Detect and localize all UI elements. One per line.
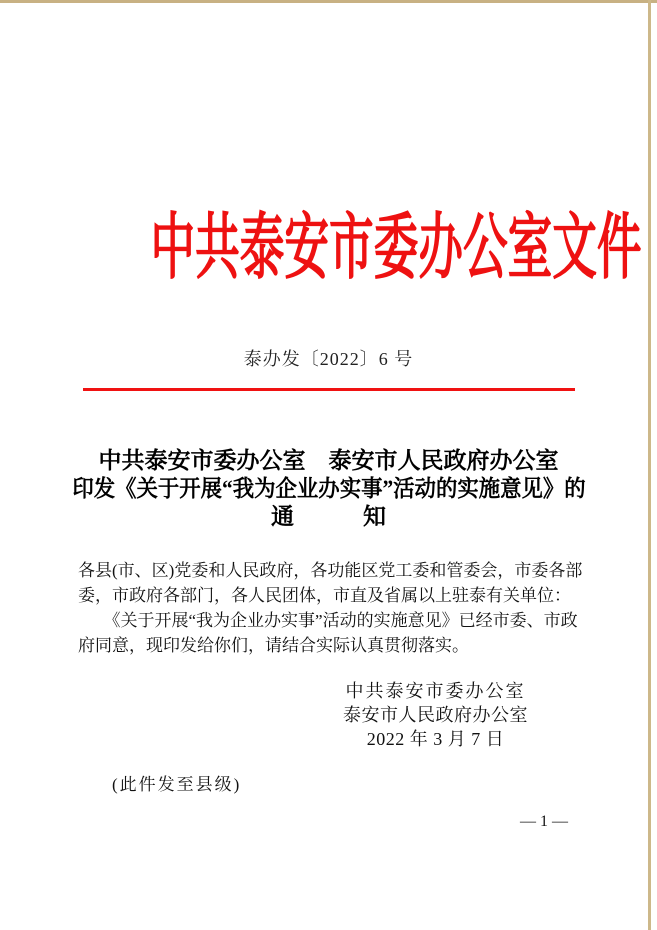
red-header-banner [0,208,657,288]
signature-block [343,679,528,751]
signature-org-1: 中共泰安市委办公室 [345,681,526,701]
title-line-1: 中共泰安市委办公室 泰安市人民政府办公室 [98,448,559,473]
document-title [0,447,657,531]
distribution-note: (此件发至县级) [112,775,242,794]
signature-date: 2022 年 3 月 7 日 [366,729,505,749]
title-line-2-text: 印发《关于开展“我为企业办实事”活动的实施意见》的 [71,476,586,501]
title-line-3: 通 知 [271,504,386,529]
body-line: 《关于开展“我为企业办实事”活动的实施意见》已经市委、市政 [78,611,578,630]
page-right-edge [648,0,651,930]
page-top-edge [0,0,657,3]
red-separator-rule [83,388,575,391]
red-header-text: 中共泰安市委办公室文件 [150,208,642,288]
title-line-2 [0,475,657,503]
body-line: 各县(市、区)党委和人民政府，各功能区党工委和管委会，市委各部 [78,561,583,580]
signature-org-2: 泰安市人民政府办公室 [343,705,528,725]
body-line: 府同意，现印发给你们，请结合实际认真贯彻落实。 [78,636,469,655]
page-number: — 1 — [520,813,568,830]
body-text [0,558,657,658]
document-number: 泰办发〔2022〕6 号 [243,349,414,369]
body-line: 委，市政府各部门，各人民团体，市直及省属以上驻泰有关单位： [78,586,571,605]
